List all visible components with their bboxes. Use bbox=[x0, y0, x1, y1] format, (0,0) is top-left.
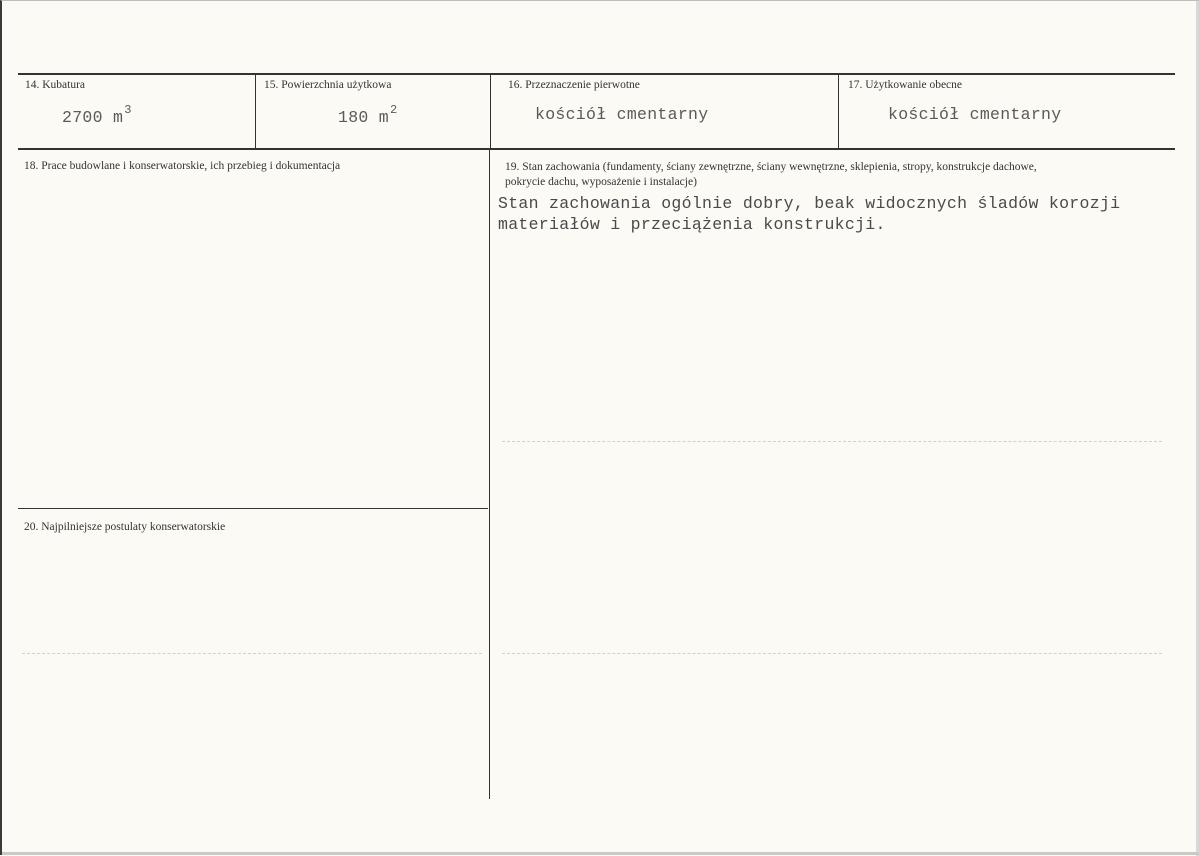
field-label-uzytkowanie: 17. Użytkowanie obecne bbox=[848, 79, 963, 91]
top-rule bbox=[18, 73, 1175, 75]
field-label-stan: 19. Stan zachowania (fundamenty, ściany zewnętrzne, ściany wewnętrzne, sklepienia, stropy, konstrukcje dachowe, pokrycie dachu, wyposażenie i instalacje) bbox=[505, 161, 1037, 188]
field-label-przeznaczenie: 16. Przeznaczenie pierwotne bbox=[508, 79, 640, 91]
col-divider-1 bbox=[255, 74, 256, 148]
main-column-divider bbox=[489, 149, 490, 799]
faint-guide bbox=[22, 653, 482, 654]
field-label-powierzchnia: 15. Powierzchnia użytkowa bbox=[264, 79, 392, 91]
field-value-kubatura: 2700 $m^3$ bbox=[62, 103, 132, 127]
field-value-uzytkowanie: kościół cmentarny bbox=[888, 105, 1062, 124]
col-divider-3 bbox=[838, 74, 839, 148]
col-divider-2 bbox=[490, 74, 491, 148]
section-divider-18-20 bbox=[18, 508, 488, 509]
faint-guide bbox=[502, 441, 1162, 442]
field-value-powierzchnia: 180 $m^2$ bbox=[338, 103, 398, 127]
faint-guide bbox=[502, 653, 1162, 654]
row-divider bbox=[18, 148, 1175, 150]
field-value-przeznaczenie: kościół cmentarny bbox=[535, 105, 709, 124]
field-label-postulaty: 20. Najpilniejsze postulaty konserwatorskie bbox=[24, 521, 226, 533]
field-label-prace: 18. Prace budowlane i konserwatorskie, ich przebieg i dokumentacja bbox=[24, 160, 341, 172]
field-label-kubatura: 14. Kubatura bbox=[25, 79, 86, 91]
field-value-stan: Stan zachowania ogólnie dobry, beak widocznych śladów korozji materiałów i przeciążenia konstrukcji. bbox=[498, 194, 1121, 234]
